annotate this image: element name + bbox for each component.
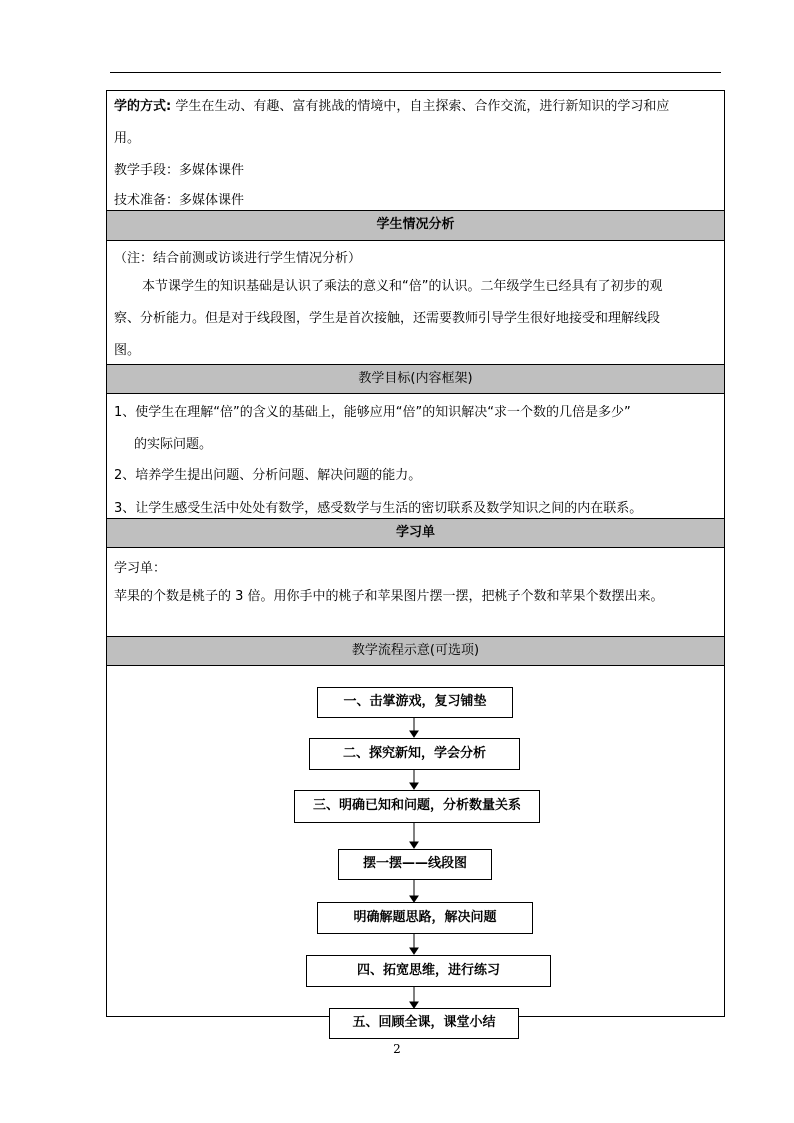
flow-step-5: 明确解题思路，解决问题 <box>317 902 533 934</box>
tech-prep: 技术准备：多媒体课件 <box>114 193 245 208</box>
header-rule <box>110 72 721 73</box>
method-text-cont: 用。 <box>114 131 141 146</box>
method-text: 学生在生动、有趣、富有挑战的情境中，自主探索、合作交流，进行新知识的学习和应 <box>175 99 670 114</box>
flow-step-3: 三、明确已知和问题，分析数量关系 <box>294 790 540 823</box>
objectives-header: 教学目标(内容框架) <box>107 364 724 394</box>
objective-1: 1、使学生在理解“倍”的含义的基础上，能够应用“倍”的知识解决“求一个数的几倍是多少” <box>114 405 631 420</box>
flow-step-6: 四、拓宽思维，进行练习 <box>306 955 551 987</box>
worksheet-label: 学习单： <box>114 561 167 576</box>
worksheet-header: 学习单 <box>107 518 724 548</box>
analysis-line-1: 本节课学生的知识基础是认识了乘法的意义和“倍”的认识。二年级学生已经具有了初步的观 <box>142 279 663 294</box>
flow-header: 教学流程示意(可选项) <box>107 636 724 666</box>
objective-2: 2、培养学生提出问题、分析问题、解决问题的能力。 <box>114 468 422 483</box>
method-label: 学的方式: <box>114 99 172 114</box>
analysis-line-3: 图。 <box>114 343 141 358</box>
analysis-line-2: 察、分析能力。但是对于线段图，学生是首次接触，还需要教师引导学生很好地接受和理解线段 <box>114 311 661 326</box>
flow-step-4: 摆一摆——线段图 <box>338 849 492 880</box>
student-analysis-header: 学生情况分析 <box>107 210 724 241</box>
flow-step-1: 一、击掌游戏，复习铺垫 <box>317 687 513 718</box>
teaching-means: 教学手段：多媒体课件 <box>114 163 245 178</box>
objective-1-cont: 的实际问题。 <box>134 437 213 452</box>
flow-step-7: 五、回顾全课，课堂小结 <box>329 1008 519 1039</box>
worksheet-text: 苹果的个数是桃子的 3 倍。用你手中的桃子和苹果图片摆一摆，把桃子个数和苹果个数摆出来。 <box>114 589 664 604</box>
page-number: 2 <box>393 1042 401 1056</box>
analysis-note: （注：结合前测或访谈进行学生情况分析） <box>114 251 362 266</box>
flow-step-2: 二、探究新知，学会分析 <box>309 738 520 770</box>
lesson-plan-table <box>106 90 725 1017</box>
objective-3: 3、让学生感受生活中处处有数学，感受数学与生活的密切联系及数学知识之间的内在联系。 <box>114 501 643 516</box>
